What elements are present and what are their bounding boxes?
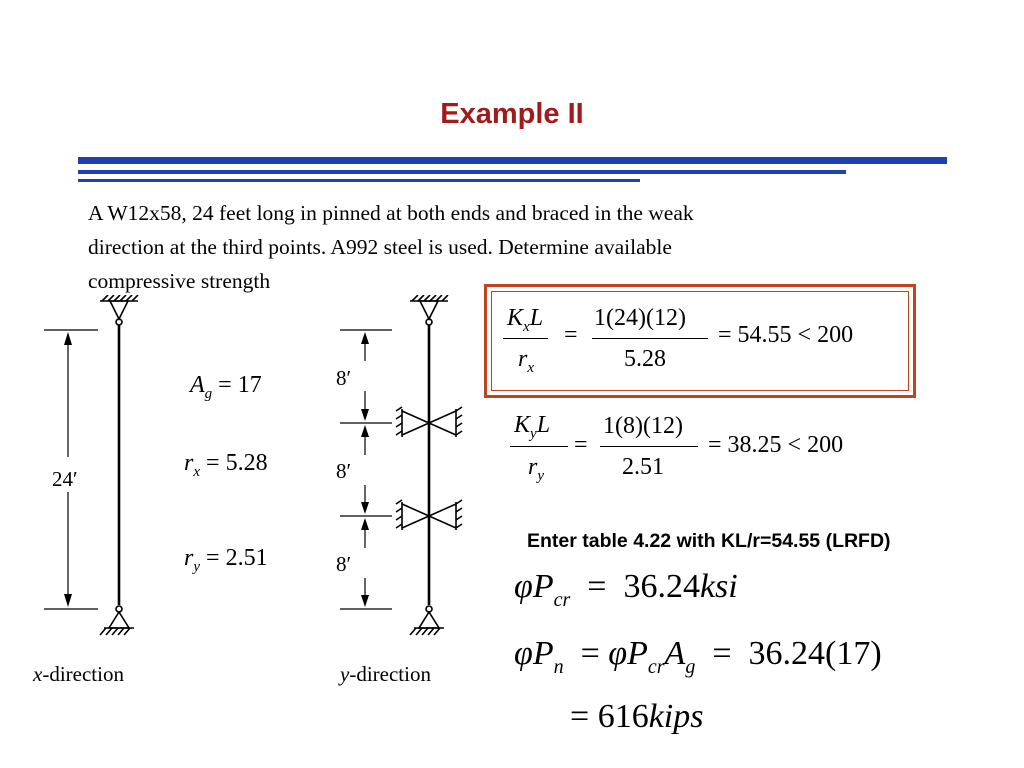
top-pin — [420, 301, 438, 319]
property-rx: $r_x = 5.28$ — [184, 450, 268, 480]
equals-sign: = — [564, 322, 578, 348]
bottom-pin — [419, 612, 439, 628]
kl-r-x-value-numerator: 1(24)(12) — [594, 305, 686, 331]
phi-pn-result: = 616kips — [570, 698, 704, 735]
problem-statement — [88, 196, 918, 298]
fraction-bar — [503, 338, 548, 339]
y-direction-figure — [330, 295, 470, 695]
dimension-arrow — [64, 332, 72, 345]
dimension-label-8ft: 8′ — [336, 552, 352, 576]
property-ag: $A_g = 17$ — [190, 372, 262, 402]
y-direction-caption: y-direction — [340, 662, 431, 686]
title-rule-bottom — [78, 179, 640, 182]
top-pin — [110, 301, 128, 319]
title-rule-top — [78, 157, 947, 164]
kl-r-y-value-denominator: 2.51 — [622, 454, 664, 480]
table-lookup-note: Enter table 4.22 with KL/r=54.55 (LRFD) — [527, 530, 891, 552]
kl-r-y-value-numerator: 1(8)(12) — [603, 413, 683, 439]
kl-r-x-result: = 54.55 < 200 — [718, 322, 854, 348]
problem-line: direction at the third points. A992 steel is used. Determine available — [88, 235, 672, 259]
x-direction-figure — [28, 295, 198, 695]
problem-line: compressive strength — [88, 269, 271, 293]
dimension-label-8ft: 8′ — [336, 459, 352, 483]
x-direction-caption: x-direction — [33, 662, 124, 686]
fraction-bar — [600, 446, 698, 447]
slide-title: Example II — [440, 98, 584, 130]
dimension-label-8ft: 8′ — [336, 366, 352, 390]
bottom-pin — [109, 612, 129, 628]
phi-pcr-equation: $\varphi P_{cr} = 36.24ksi$ — [514, 568, 738, 611]
kl-r-y-result: = 38.25 < 200 — [708, 432, 844, 458]
kl-r-x-denominator: $r_x$ — [518, 346, 535, 376]
property-ry: $r_y = 2.51$ — [184, 545, 268, 575]
kl-r-y-numerator: $K_yL$ — [514, 412, 551, 442]
equals-sign: = — [574, 432, 588, 458]
kl-r-x-numerator: $K_xL$ — [507, 305, 544, 335]
kl-r-y-denominator: $r_y$ — [528, 454, 545, 484]
fraction-bar — [592, 338, 708, 339]
problem-line: A W12x58, 24 feet long in pinned at both ends and braced in the weak — [88, 201, 694, 225]
fraction-bar — [510, 446, 568, 447]
dimension-arrow — [64, 594, 72, 607]
kl-r-x-value-denominator: 5.28 — [624, 346, 666, 372]
title-rule-middle — [78, 170, 846, 174]
dimension-label-24ft: 24′ — [52, 467, 78, 491]
phi-pn-equation: $\varphi P_n = \varphi P_{cr}A_g = 36.24(17)$ — [514, 635, 882, 678]
